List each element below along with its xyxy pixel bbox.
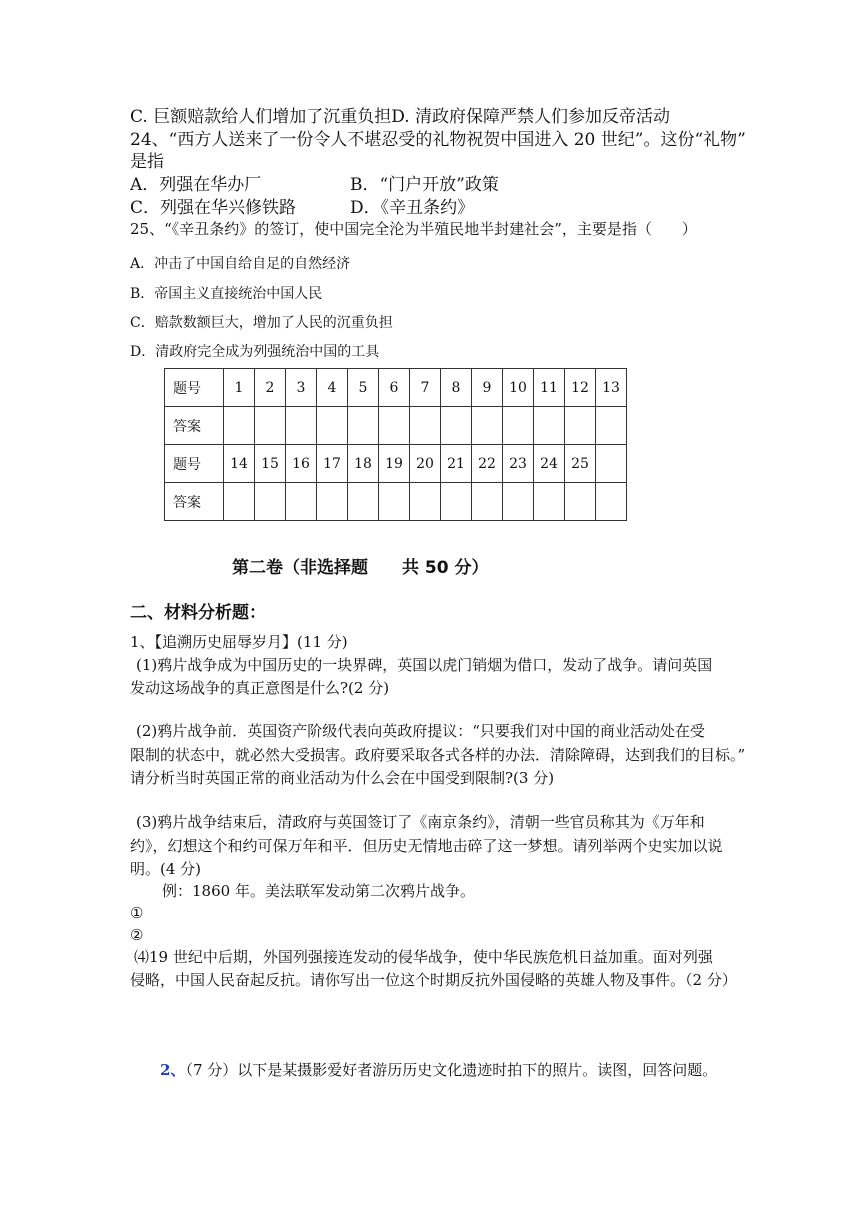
q1-part2-line2: 限制的状态中，就必然大受损害。政府要采取各式各样的办法．清除障碍，达到我们的目标。” — [130, 746, 746, 764]
q1-heading: 1、【追溯历史屈辱岁月】(11 分) — [130, 633, 348, 651]
answer-cell[interactable] — [255, 407, 286, 445]
q-number-cell: 14 — [224, 445, 255, 483]
q24-option-a: A．列强在华办厂 — [130, 175, 262, 195]
q1-part4-line1: ⑷19 世纪中后期，外国列强接连发动的侵华战争，使中华民族危机日益加重。面对列强 — [134, 948, 713, 966]
q1-part1-line2: 发动这场战争的真正意图是什么?(2 分) — [130, 679, 390, 697]
q25-option-a: A．冲击了中国自给自足的自然经济 — [130, 256, 351, 272]
answer-cell[interactable] — [534, 483, 565, 521]
answer-table-number-row — [165, 445, 627, 483]
q1-marker-2: ② — [130, 926, 144, 944]
q25-stem: 25、“《辛丑条约》的签订，使中国完全沦为半殖民地半封建社会”，主要是指（ ） — [130, 220, 697, 238]
answer-cell[interactable] — [286, 407, 317, 445]
q-number-cell: 22 — [472, 445, 503, 483]
answer-cell[interactable] — [410, 407, 441, 445]
q24-stem-line1: 24、“西方人送来了一份令人不堪忍受的礼物祝贺中国进入 20 世纪”。这份“礼物” — [130, 130, 746, 150]
answer-cell[interactable] — [317, 407, 348, 445]
q-number-cell: 7 — [410, 369, 441, 407]
answer-cell[interactable] — [348, 407, 379, 445]
q2-number: 2、 — [160, 1061, 186, 1079]
row-label-number: 题号 — [165, 369, 224, 407]
answer-cell[interactable] — [596, 407, 627, 445]
answer-cell[interactable] — [286, 483, 317, 521]
q-number-cell: 9 — [472, 369, 503, 407]
q23-options-cd — [130, 107, 670, 127]
answer-cell[interactable] — [410, 483, 441, 521]
q-number-cell: 17 — [317, 445, 348, 483]
q23-option-d: D. 清政府保障严禁人们参加反帝活动 — [391, 107, 671, 127]
row-label-number: 题号 — [165, 445, 224, 483]
answer-cell[interactable] — [224, 483, 255, 521]
q-number-cell: 12 — [565, 369, 596, 407]
q24-option-d: D．《辛丑条约》 — [350, 198, 475, 218]
q-number-cell: 5 — [348, 369, 379, 407]
q-number-cell: 3 — [286, 369, 317, 407]
q24-stem-line2: 是指 — [130, 152, 164, 172]
q25-option-b: B．帝国主义直接统治中国人民 — [130, 286, 323, 302]
answer-cell[interactable] — [565, 483, 596, 521]
q-number-cell: 13 — [596, 369, 627, 407]
q1-example: 例：1860 年。美法联军发动第二次鸦片战争。 — [162, 882, 475, 900]
q1-part4-line2: 侵略，中国人民奋起反抗。请你写出一位这个时期反抗外国侵略的英雄人物及事件。（2 分） — [130, 971, 737, 989]
q-number-cell: 25 — [565, 445, 596, 483]
answer-table-number-row — [165, 369, 627, 407]
answer-cell[interactable] — [317, 483, 348, 521]
answer-cell[interactable] — [503, 483, 534, 521]
section2-heading: 二、材料分析题： — [130, 603, 266, 623]
q1-part3-line3: 明。(4 分) — [130, 860, 202, 878]
answer-cell[interactable] — [503, 407, 534, 445]
q24-options-cd — [130, 198, 474, 218]
answer-cell[interactable] — [441, 483, 472, 521]
q1-part3-line2: 约》，幻想这个和约可保万年和平．但历史无情地击碎了这一梦想。请列举两个史实加以说 — [130, 837, 723, 855]
answer-cell[interactable] — [472, 407, 503, 445]
q-number-cell: 8 — [441, 369, 472, 407]
answer-table — [164, 368, 627, 521]
q-number-cell: 1 — [224, 369, 255, 407]
answer-cell[interactable] — [534, 407, 565, 445]
part2-title: 第二卷（非选择题 共 50 分） — [232, 558, 489, 578]
q-number-cell: 16 — [286, 445, 317, 483]
answer-cell[interactable] — [441, 407, 472, 445]
answer-cell[interactable] — [596, 483, 627, 521]
q-number-cell: 6 — [379, 369, 410, 407]
q1-part2-line1: (2)鸦片战争前．英国资产阶级代表向英政府提议：“只要我们对中国的商业活动处在受 — [136, 722, 705, 740]
row-label-answer: 答案 — [165, 483, 224, 521]
q2-line — [160, 1060, 717, 1080]
q-number-cell: 2 — [255, 369, 286, 407]
answer-cell[interactable] — [348, 483, 379, 521]
q24-option-b: B．“门户开放”政策 — [350, 175, 499, 195]
q24-option-c: C．列强在华兴修铁路 — [130, 198, 297, 218]
q-number-cell: 23 — [503, 445, 534, 483]
answer-cell[interactable] — [472, 483, 503, 521]
answer-cell[interactable] — [224, 407, 255, 445]
answer-cell[interactable] — [379, 483, 410, 521]
q23-option-c: C. 巨额赔款给人们增加了沉重负担 — [130, 107, 392, 127]
answer-table-answer-row — [165, 483, 627, 521]
q25-option-c: C．赔款数额巨大，增加了人民的沉重负担 — [130, 315, 393, 331]
q-number-cell: 24 — [534, 445, 565, 483]
q25-option-d: D．清政府完全成为列强统治中国的工具 — [130, 344, 380, 360]
answer-cell[interactable] — [379, 407, 410, 445]
answer-cell[interactable] — [565, 407, 596, 445]
q-number-cell: 21 — [441, 445, 472, 483]
q2-text: （7 分）以下是某摄影爱好者游历历史文化遗迹时拍下的照片。读图，回答问题。 — [185, 1061, 718, 1079]
q24-options-ab — [130, 175, 499, 195]
q-number-cell: 10 — [503, 369, 534, 407]
q-number-cell: 18 — [348, 445, 379, 483]
row-label-answer: 答案 — [165, 407, 224, 445]
q1-part2-line3: 请分析当时英国正常的商业活动为什么会在中国受到限制?(3 分) — [130, 769, 555, 787]
q-number-cell: 19 — [379, 445, 410, 483]
q1-part3-line1: (3)鸦片战争结束后，清政府与英国签订了《南京条约》，清朝一些官员称其为《万年和 — [136, 813, 705, 831]
q-number-cell: 20 — [410, 445, 441, 483]
answer-table-answer-row — [165, 407, 627, 445]
q1-part1-line1: (1)鸦片战争成为中国历史的一块界碑，英国以虎门销烟为借口，发动了战争。请问英国 — [136, 656, 713, 674]
q-number-cell: 4 — [317, 369, 348, 407]
q-number-cell: 11 — [534, 369, 565, 407]
q-number-cell — [596, 445, 627, 483]
answer-cell[interactable] — [255, 483, 286, 521]
q1-marker-1: ① — [130, 904, 144, 922]
q-number-cell: 15 — [255, 445, 286, 483]
